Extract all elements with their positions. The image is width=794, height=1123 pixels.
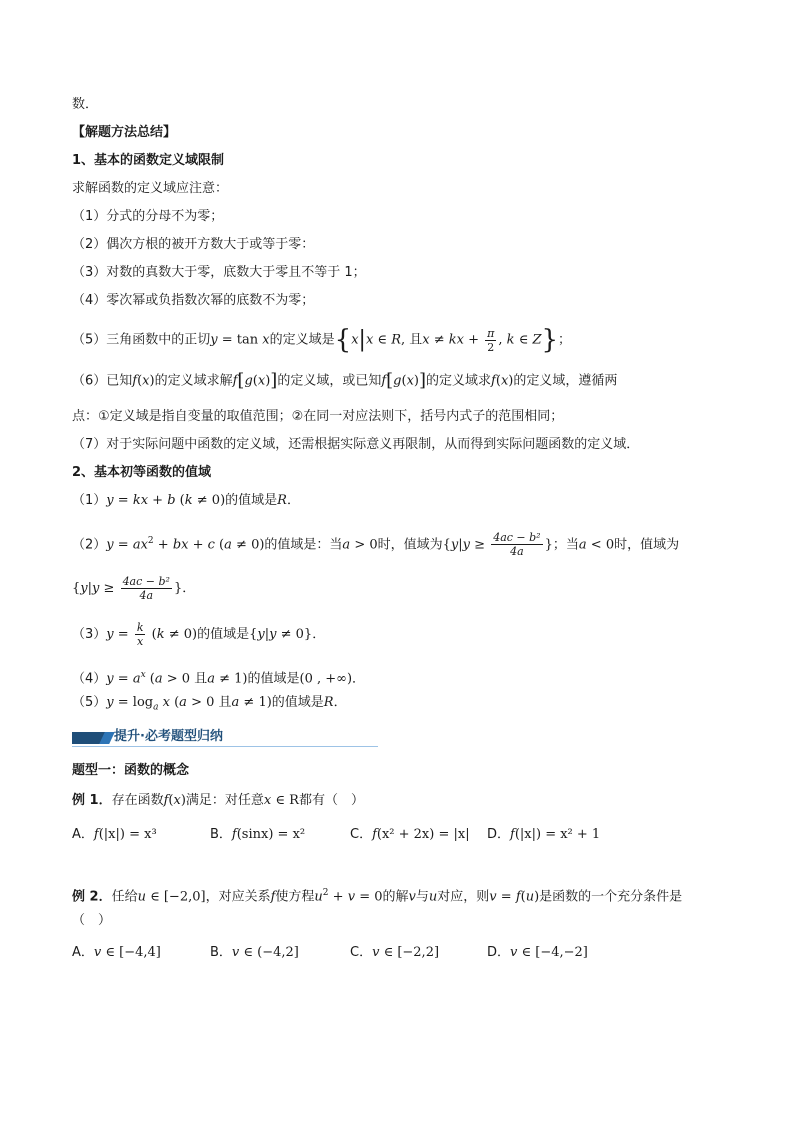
range-rule-3: （3）y = $\frac{k}{x}$ (k ≠ 0)的值域是{y|y ≠ 0}． <box>72 621 326 648</box>
example2-option-a: A．v ∈ [−4,4] <box>72 945 161 960</box>
banner-title: 提升·必考题型归纳 <box>114 729 223 744</box>
example1-option-a: A．f(|x|) = x³ <box>72 827 157 842</box>
range-rule-1: （1）y = kx + b (k ≠ 0)的值域是R． <box>72 493 300 508</box>
domain-rule-3: （3）对数的真数大于零，底数大于零且不等于 1； <box>72 265 366 280</box>
example2-option-d: D．v ∈ [−4,−2] <box>487 945 588 960</box>
example2-option-b: B．v ∈ (−4,2] <box>210 945 299 960</box>
example2-paren: （ ） <box>72 913 112 928</box>
example2-stem: 例 2．任给u ∈ [−2,0]，对应关系f使方程$u^2 + v = 0$的解v与u对应，则v = f(u)是函数的一个充分条件是 <box>72 888 683 905</box>
continued-text: 数． <box>72 97 99 112</box>
section1-intro: 求解函数的定义域应注意： <box>72 181 229 196</box>
domain-rule-7: （7）对于实际问题中函数的定义域，还需根据实际意义再限制，从而得到实际问题函数的定义域． <box>72 437 640 452</box>
example1-option-d: D．f(|x|) = x² + 1 <box>487 827 601 842</box>
domain-rule-1: （1）分式的分母不为零； <box>72 209 224 224</box>
section1-heading: 1、基本的函数定义域限制 <box>72 153 225 168</box>
example1-option-b: B．f(sinx) = x² <box>210 827 306 842</box>
range-rule-4: $(4)y = a^x$ (a > 0 且a ≠ 1)的值域是(0 , +∞)． <box>72 670 366 687</box>
example2-option-c: C．v ∈ [−2,2] <box>350 945 440 960</box>
section2-heading: 2、基本初等函数的值域 <box>72 465 212 480</box>
domain-rule-5: （5）三角函数中的正切y = tan x的定义域是{x|x ∈ R, 且x ≠ kx + $\frac{\pi}{2}$ , k ∈ Z}； <box>72 325 572 355</box>
banner-underline <box>72 746 378 747</box>
domain-rule-6: （6）已知f(x)的定义域求解f[g(x)]的定义域，或已知f[g(x)]的定义域求f(x)的定义域，遵循两 <box>72 370 618 391</box>
range-rule-2-cont: {y|y ≥ $\frac{\text{4ac − b²}}{4a}$ }． <box>72 575 196 602</box>
example1-stem: 例 1．存在函数f(x)满足：对任意x ∈ R都有（ ） <box>72 793 364 808</box>
range-rule-5: $(5)y = \log_a x$ (a > 0 且a ≠ 1)的值域是R． <box>72 695 347 713</box>
domain-rule-6-cont: 点：①定义域是指自变量的取值范围；②在同一对应法则下，括号内式子的范围相同； <box>72 409 564 424</box>
domain-rule-2: （2）偶次方根的被开方数大于或等于零： <box>72 237 315 252</box>
domain-rule-4: （4）零次幂或负指数次幂的底数不为零； <box>72 293 315 308</box>
section-banner <box>72 726 378 748</box>
example1-option-c: C．f(x² + 2x) = |x| <box>350 827 470 842</box>
range-rule-2: $(2)y = ax^2$ + bx + c (a ≠ 0)的值域是：当a > 0时，值域为{y|y ≥ $\frac{\text{4ac − b²}}{4a}$ }；当a < 0时，值域为 <box>72 531 680 559</box>
summary-heading: 【解题方法总结】 <box>72 125 177 140</box>
type1-heading: 题型一：函数的概念 <box>72 763 190 778</box>
